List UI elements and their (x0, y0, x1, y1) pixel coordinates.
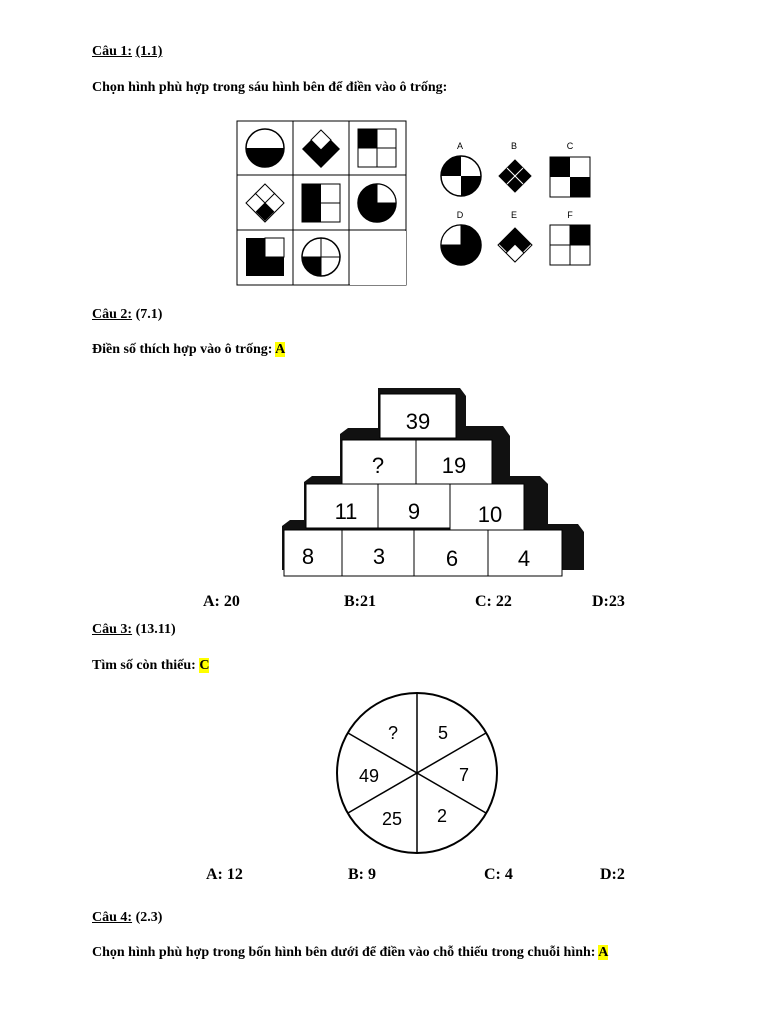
q3-option-a[interactable]: A: 12 (206, 866, 243, 883)
q2-option-a[interactable]: A: 20 (203, 593, 240, 610)
q3-circle (334, 690, 500, 856)
matrix-cell-7 (246, 238, 284, 276)
q1-option-c[interactable] (550, 157, 590, 197)
q3-prompt: Tìm số còn thiếu: (92, 658, 196, 673)
pyramid-cell: 39 (405, 409, 431, 434)
pyramid-row-1 (380, 394, 456, 438)
pyramid-row-2 (342, 440, 492, 484)
q2-prompt: Điền số thích hợp vào ô trống: (92, 342, 273, 357)
q1-option-e-label: E (510, 210, 517, 220)
q3-title (92, 622, 176, 638)
q1-option-f[interactable] (550, 225, 590, 265)
q3-option-d[interactable]: D:2 (600, 866, 625, 883)
q1-option-a-label: A (456, 141, 463, 151)
q1-matrix (236, 120, 407, 286)
q4-prompt: Chọn hình phù hợp trong bốn hình bên dưới để điền vào chỗ thiếu trong chuỗi hình: (92, 945, 596, 960)
q4-prompt-line (92, 945, 608, 961)
q2-title-ref: (7.1) (135, 307, 163, 322)
q2-option-d[interactable]: D:23 (592, 593, 625, 610)
matrix-empty-cell (350, 231, 406, 285)
q3-title-ref: (13.11) (135, 622, 176, 637)
q2-title-label: Câu 2: (92, 307, 133, 322)
pyramid-cell: 9 (407, 499, 421, 524)
q1-option-b[interactable] (499, 160, 531, 192)
pyramid-cell: 11 (334, 499, 358, 524)
pyramid-cell: 4 (517, 546, 531, 571)
q3-prompt-line (92, 658, 209, 674)
matrix-cell-8 (302, 238, 340, 276)
pyramid-cell: 8 (301, 544, 315, 569)
circle-segment: 49 (358, 766, 380, 786)
q1-option-d[interactable] (441, 225, 481, 265)
q3-answer: C (199, 658, 210, 673)
q2-option-b[interactable]: B:21 (344, 593, 376, 610)
q2-option-c[interactable]: C: 22 (475, 593, 512, 610)
q3-option-c[interactable]: C: 4 (484, 866, 513, 883)
q1-option-d-label: D (456, 210, 464, 220)
pyramid-cell: 19 (441, 453, 467, 478)
pyramid-cell: 10 (477, 502, 503, 527)
q4-answer: A (598, 945, 609, 960)
circle-segment: 7 (458, 765, 470, 785)
circle-segment: 25 (381, 809, 403, 829)
q2-title (92, 307, 162, 323)
matrix-cell-6 (358, 184, 396, 222)
q1-prompt: Chọn hình phù hợp trong sáu hình bên để điền vào ô trống: (92, 80, 448, 95)
q2-answer: A (275, 342, 286, 357)
q1-option-c-label: C (566, 141, 574, 151)
pyramid-cell: 6 (445, 546, 459, 571)
q1-title (92, 44, 162, 60)
pyramid-cell-missing: ? (371, 453, 385, 478)
matrix-cell-5 (302, 184, 340, 222)
q4-title-ref: (2.3) (135, 910, 163, 925)
pyramid-row-3 (306, 484, 524, 530)
q3-option-b[interactable]: B: 9 (348, 866, 376, 883)
q1-option-a[interactable] (441, 156, 481, 196)
q1-options (434, 152, 599, 272)
q2-prompt-line (92, 342, 285, 358)
q1-option-b-label: B (510, 141, 517, 151)
q4-title (92, 910, 162, 926)
q1-title-label: Câu 1: (92, 44, 133, 59)
matrix-cell-1 (246, 129, 284, 167)
q1-option-e[interactable] (498, 228, 532, 262)
pyramid-row-4 (284, 530, 562, 576)
q4-title-label: Câu 4: (92, 910, 133, 925)
pyramid-cell: 3 (372, 544, 386, 569)
q1-title-ref: (1.1) (135, 44, 163, 59)
q1-option-f-label: F (567, 210, 573, 220)
circle-segment: 2 (436, 806, 448, 826)
q3-title-label: Câu 3: (92, 622, 133, 637)
q2-pyramid (278, 384, 588, 580)
circle-segment: 5 (437, 723, 449, 743)
matrix-cell-3 (358, 129, 396, 167)
circle-segment-missing: ? (387, 723, 399, 743)
